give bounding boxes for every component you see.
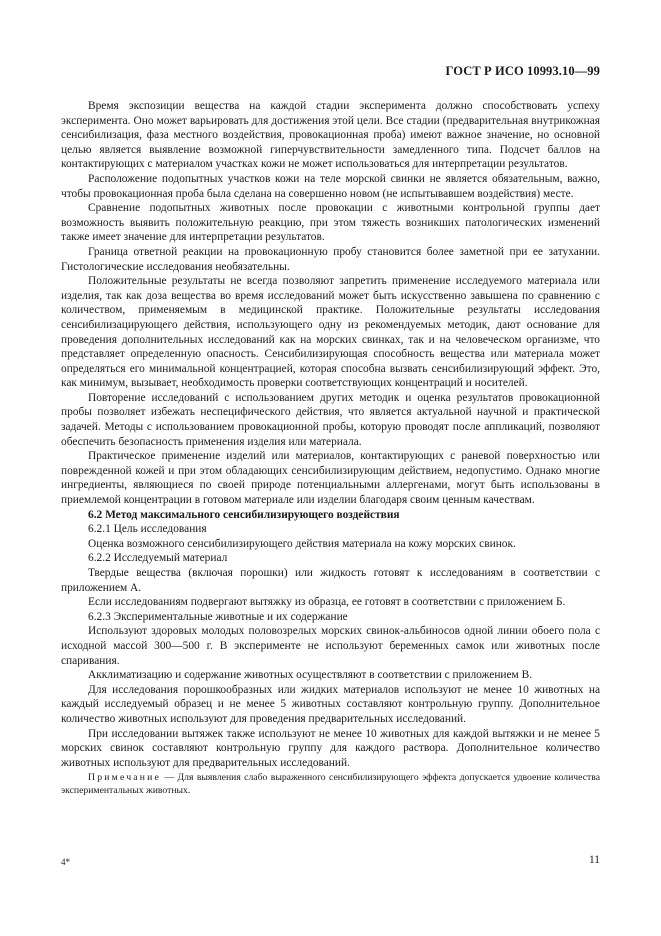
note-label: Примечание — [88, 772, 162, 784]
paragraph: Если исследованиям подвергают вытяжку из образца, ее готовят в соответствии с приложением Б. — [88, 596, 566, 609]
paragraph: Положительные результаты не всегда позволяют запретить применение исследуемого материала или изделия, так как доза вещества во время исследований может быть искусственно завышена по сравнению с количеством, применяемым в медицинской практике. Положительные результаты исследования сенсибилизацирующего действия, использующего одну из рекомендуемых методик, дают основание для проведения дополнительных исследований как на морских свинках, так и на человеческом организме, что представляет определенную опасность. Сенсибилизирующая способность вещества или материала может определяться его минимальной концентрацией, которая способна вызвать сенсибилизирующий эффект. Это, как минимум, вызывает, необходимость проверки соответствующих концентраций и носителей. — [61, 275, 600, 390]
paragraph: При исследовании вытяжек также используют не менее 10 животных для каждой вытяжки и не менее 5 морских свинок составляют контрольную группу для каждого раствора. Дополнительное количество животных используют для предварительных исследований. — [61, 727, 600, 769]
page-number: 11 — [589, 854, 600, 866]
page-body — [61, 99, 600, 798]
note-text: — Для выявления слабо выраженного сенсибилизирующего эффекта допускается удвоение количества экспериментальных животных. — [61, 772, 600, 796]
paragraph: Граница ответной реакции на провокационную пробу становится более заметной при ее затухании. Гистологические исследования необязательны. — [61, 245, 600, 273]
paragraph: Для исследования порошкообразных или жидких материалов используют не менее 10 животных на каждый исследуемый образец и не менее 5 животных составляют контрольную группу. Дополнительное количество животных используют для проведения предварительных исследований. — [61, 683, 600, 725]
document-code-header: ГОСТ Р ИСО 10993.10—99 — [445, 64, 600, 78]
paragraph: Сравнение подопытных животных после провокации с животными контрольной группы дает возможность выявить положительную реакцию, при этом тяжесть возникших патологических изменений также имеет значение для интерпретации результатов. — [61, 202, 600, 244]
paragraph: Расположение подопытных участков кожи на теле морской свинки не является обязательным, важно, чтобы провокационная проба была сделана на совершенно новом (не испытывавшем воздействия) месте. — [61, 172, 600, 200]
paragraph: Время экспозиции вещества на каждой стадии эксперимента должно способствовать успеху эксперимента. Оно может варьировать для достижения этой цели. Все стадии (предварительная внутрикожная сенсибилизация, фаза местного воздействия, провокационная проба) имеют важное значение, но основной целью является выявление возможной гиперчувствительности замедленного типа. Подсчет баллов на контактирующих с материалом участках кожи не может использоваться для интерпретации результатов. — [61, 100, 600, 171]
paragraph: Акклиматизацию и содержание животных осуществляют в соответствии с приложением В. — [88, 669, 533, 682]
subsection-title: 6.2.2 Исследуемый материал — [88, 552, 228, 565]
paragraph: Повторение исследований с использованием других методик и оценка результатов провокационной пробы позволяет избежать неспецифического действия, что является актуальной научной и практической задачей. Методы с использованием провокационной пробы, которую проводят после аппликаций, позволяют обеспечить безопасность применения изделия или материала. — [61, 391, 600, 448]
paragraph: Практическое применение изделий или материалов, контактирующих с раневой поверхностью или поврежденной кожей и при этом обладающих сенсибилизирующим действием, недопустимо. Однако многие ингредиенты, являющиеся по своей природе потенциальными аллергенами, могут быть использованы в приемлемой концентрации в готовом материале или изделии благодаря своим ценным качествам. — [61, 450, 600, 507]
subsection-title: 6.2.3 Экспериментальные животные и их содержание — [88, 610, 348, 623]
sheet-mark: 4* — [61, 857, 70, 867]
subsection-title: 6.2.1 Цель исследования — [88, 523, 207, 536]
paragraph: Оценка возможного сенсибилизирующего действия материала на кожу морских свинок. — [88, 537, 516, 550]
note — [61, 772, 600, 797]
section-heading: 6.2 Метод максимального сенсибилизирующего воздействия — [88, 508, 400, 521]
paragraph: Твердые вещества (включая порошки) или жидкость готовят к исследованиям в соответствии с приложением А. — [61, 567, 600, 594]
paragraph: Используют здоровых молодых половозрелых морских свинок-альбиносов одной линии обоего пола с исходной массой 300—500 г. В эксперименте не используют беременных самок или животных после спаривания. — [61, 625, 600, 667]
